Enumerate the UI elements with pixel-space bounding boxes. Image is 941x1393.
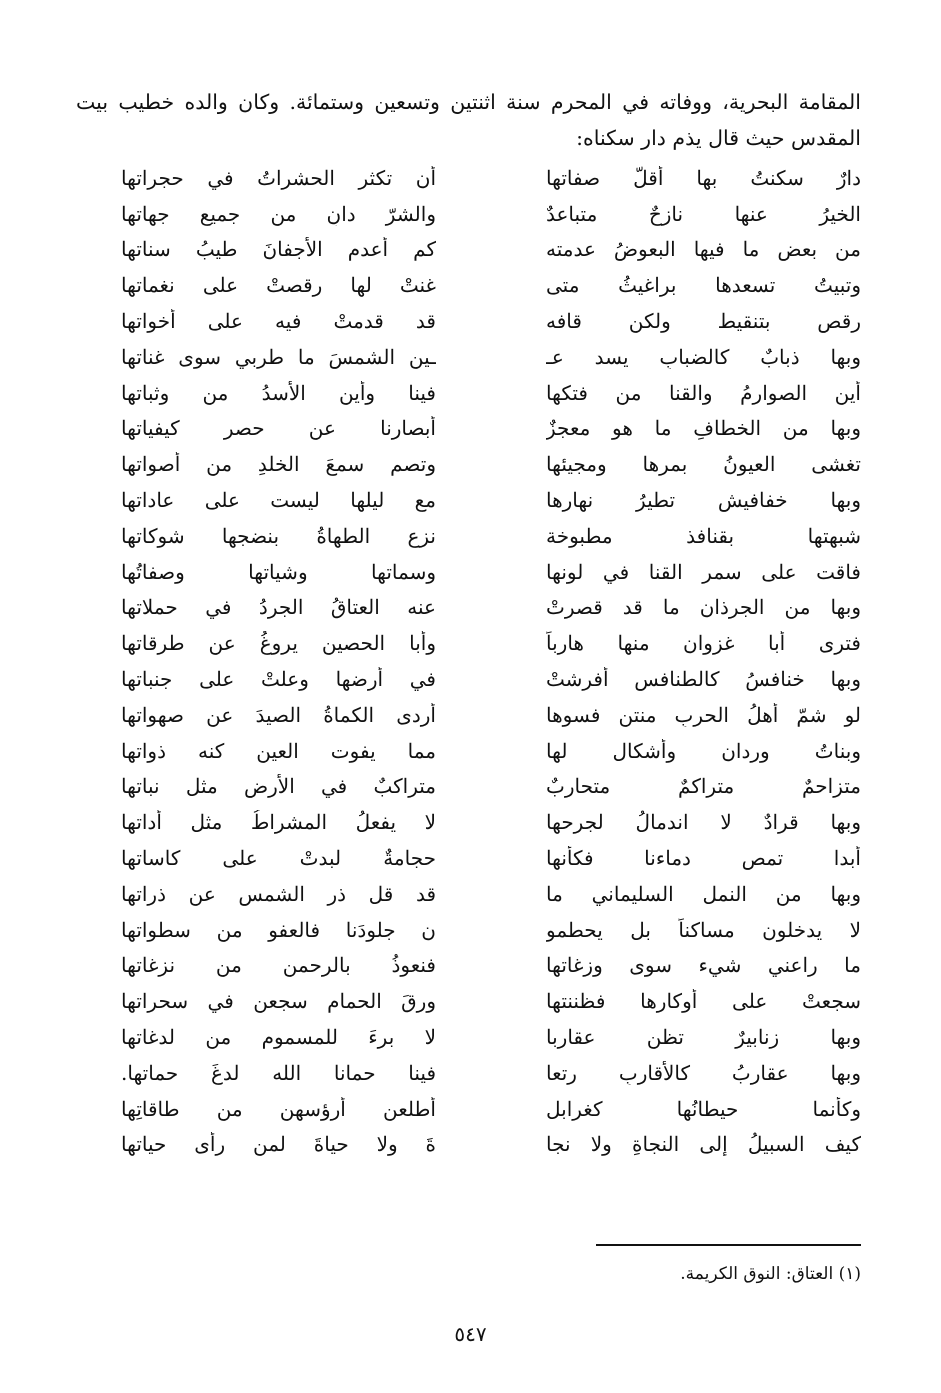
- verse-first-hemistich: أبدا تمص دماءنا فكأنها: [546, 846, 861, 871]
- verse-second-hemistich: كم أعدم الأجفانَ طيبُ سناتها: [121, 237, 436, 262]
- verse-first-hemistich: لا يدخلون مساكناً بل يحطمو: [546, 917, 861, 942]
- verse-second-hemistich: مع ليلها ليست على عاداتها: [121, 488, 436, 513]
- verse-first-hemistich: فاقت على سمر القنا في لونها: [546, 559, 861, 584]
- verse-first-hemistich: وبها زنابيرٌ تظن عقاربا: [546, 1025, 861, 1050]
- verse-second-hemistich: والشرّ دانٍ من جميع جهاتها: [121, 201, 436, 226]
- verse-second-hemistich: متراكبٌ في الأرضِ مثل نباتها: [121, 774, 436, 799]
- verse-second-hemistich: وأبا الحصين يروغُ عن طرقاتها: [121, 631, 436, 656]
- verse-second-hemistich: قد قدمتْ فيه على أخواتها: [121, 309, 436, 334]
- verse-line: [121, 661, 861, 697]
- verse-first-hemistich: وبها عقاربُ كالأقاربِ رتعا: [546, 1060, 861, 1085]
- verse-first-hemistich: وكأنما حيطانُها كغرابل: [546, 1096, 861, 1121]
- verse-first-hemistich: فترى أبا غزوان منها هارباً: [546, 631, 861, 656]
- verse-first-hemistich: وبها خفافيش تطيرُ نهارها: [546, 488, 861, 513]
- verse-second-hemistich: لا يفعلُ المشراطُ مثل أداتها: [121, 810, 436, 835]
- verse-line: [121, 482, 861, 518]
- verse-line: [121, 733, 861, 769]
- verse-line: [121, 625, 861, 661]
- verse-second-hemistich: فينا حمانا الله لدغَ حماتها.: [121, 1060, 436, 1085]
- verse-first-hemistich: كيف السبيلُ إلى النجاةِ ولا نجا: [546, 1132, 861, 1157]
- verse-line: [121, 554, 861, 590]
- verse-first-hemistich: رقص بتنقيط ولكن قافه: [546, 309, 861, 334]
- verse-second-hemistich: أبصارنا عن حصر كيفياتها: [121, 416, 436, 441]
- verse-line: [121, 411, 861, 447]
- verse-line: [121, 1127, 861, 1163]
- verse-second-hemistich: قد قل ذر الشمسِ عن ذراتها: [121, 881, 436, 906]
- verse-second-hemistich: لا برءَ للمسمومِ من لدغاتها: [121, 1025, 436, 1050]
- verse-second-hemistich: أردى الكماةُ الصيدَ عن صهواتها: [121, 702, 436, 727]
- verse-first-hemistich: وبها من النمل السليماني ما: [546, 881, 861, 906]
- verse-second-hemistich: نزع الطهاةُ بنضجها شوكاتها: [121, 523, 436, 548]
- footnote-divider: [596, 1244, 861, 1246]
- verse-first-hemistich: سجعتْ على أوكارِها فظننتها: [546, 989, 861, 1014]
- verse-line: [121, 196, 861, 232]
- verse-first-hemistich: شبهتها بقنافذ مطبوخة: [546, 523, 861, 548]
- verse-line: [121, 267, 861, 303]
- verse-line: [121, 160, 861, 196]
- verse-line: [121, 697, 861, 733]
- verse-first-hemistich: متزاحمٌ متراكمٌ متحاربٌ: [546, 774, 861, 799]
- verse-line: [121, 339, 861, 375]
- verse-line: [121, 1091, 861, 1127]
- footnote: (١) العتاق: النوق الكريمة.: [680, 1264, 861, 1284]
- verse-line: [121, 1019, 861, 1055]
- verse-first-hemistich: وبناتُ وردان وأشكال لها: [546, 738, 861, 763]
- verse-second-hemistich: ةَ ولا حياةَ لمن رأى حياتها: [121, 1132, 436, 1157]
- poem: [121, 160, 861, 1162]
- verse-second-hemistich: أطلعن أرؤسهن من طاقاتِها: [121, 1096, 436, 1121]
- verse-line: [121, 876, 861, 912]
- verse-first-hemistich: دارٌ سكنتُ بها أقلّ صفاتها: [546, 165, 861, 190]
- verse-line: [121, 375, 861, 411]
- verse-second-hemistich: ـين الشمسَ ما طربي سوى غناتها: [121, 344, 436, 369]
- verse-first-hemistich: وبها خنافسُ كالطنافس أفرشتْ: [546, 667, 861, 692]
- verse-first-hemistich: تغشى العيونُ بمرها ومجيئها: [546, 452, 861, 477]
- verse-first-hemistich: من بعض ما فيها البعوضُ عدمته: [546, 237, 861, 262]
- verse-second-hemistich: ورقَ الحمامِ سجعن في سحراتها: [121, 989, 436, 1014]
- verse-second-hemistich: في أرضها وعلتْ على جنباتها: [121, 667, 436, 692]
- verse-first-hemistich: وبها من الخطافِ ما هو معجزٌ: [546, 416, 861, 441]
- verse-line: [121, 912, 861, 948]
- verse-first-hemistich: أين الصوارمُ والقنا من فتكها: [546, 380, 861, 405]
- verse-first-hemistich: الخيرُ عنها نازحٌ متباعدٌ: [546, 201, 861, 226]
- verse-second-hemistich: وتصم سمعَ الخلدِ من أصواتها: [121, 452, 436, 477]
- verse-line: [121, 983, 861, 1019]
- verse-second-hemistich: غنتْ لها رقصتْ على نغماتها: [121, 273, 436, 298]
- verse-line: [121, 590, 861, 626]
- verse-first-hemistich: لو شمّ أهلُ الحربِ منتن فسوها: [546, 702, 861, 727]
- verse-line: [121, 840, 861, 876]
- verse-line: [121, 804, 861, 840]
- verse-second-hemistich: وسماتها وشياتها وصفاتُها: [121, 559, 436, 584]
- verse-second-hemistich: حجامةٌ لبدتْ على كاساتها: [121, 846, 436, 871]
- verse-line: [121, 303, 861, 339]
- verse-line: [121, 948, 861, 984]
- verse-second-hemistich: عنه العتاقُ الجردُ في حملاتها: [121, 595, 436, 620]
- page-number: ٥٤٧: [454, 1322, 487, 1346]
- verse-second-hemistich: فنعوذُ بالرحمنِ من نزغاتها: [121, 953, 436, 978]
- verse-first-hemistich: وبها ذبابٌ كالضبابِ يسد عـ: [546, 344, 861, 369]
- verse-line: [121, 232, 861, 268]
- verse-line: [121, 1055, 861, 1091]
- verse-first-hemistich: وبها من الجرذان ما قد قصرتْ: [546, 595, 861, 620]
- verse-line: [121, 769, 861, 805]
- intro-paragraph: المقامة البحرية، ووفاته في المحرم سنة اثنتين وتسعين وستمائة. وكان والده خطيب بيت المقدس حيث قال يذم دار سكناه:: [76, 90, 861, 150]
- verse-line: [121, 446, 861, 482]
- verse-second-hemistich: مما يفوت العين كنه ذواتها: [121, 738, 436, 763]
- verse-second-hemistich: أن تكثر الحشراتُ في حجراتها: [121, 165, 436, 190]
- verse-second-hemistich: فينا وأين الأسدُ من وثباتها: [121, 380, 436, 405]
- verse-first-hemistich: ما راعني شيء سوى وزغاتها: [546, 953, 861, 978]
- verse-line: [121, 518, 861, 554]
- verse-first-hemistich: وبها قرادٌ لا اندمالُ لجرحها: [546, 810, 861, 835]
- verse-second-hemistich: ن جلودَنا فالعفو من سطواتها: [121, 917, 436, 942]
- verse-first-hemistich: وتبيتُ تسعدها براغيثُ متى: [546, 273, 861, 298]
